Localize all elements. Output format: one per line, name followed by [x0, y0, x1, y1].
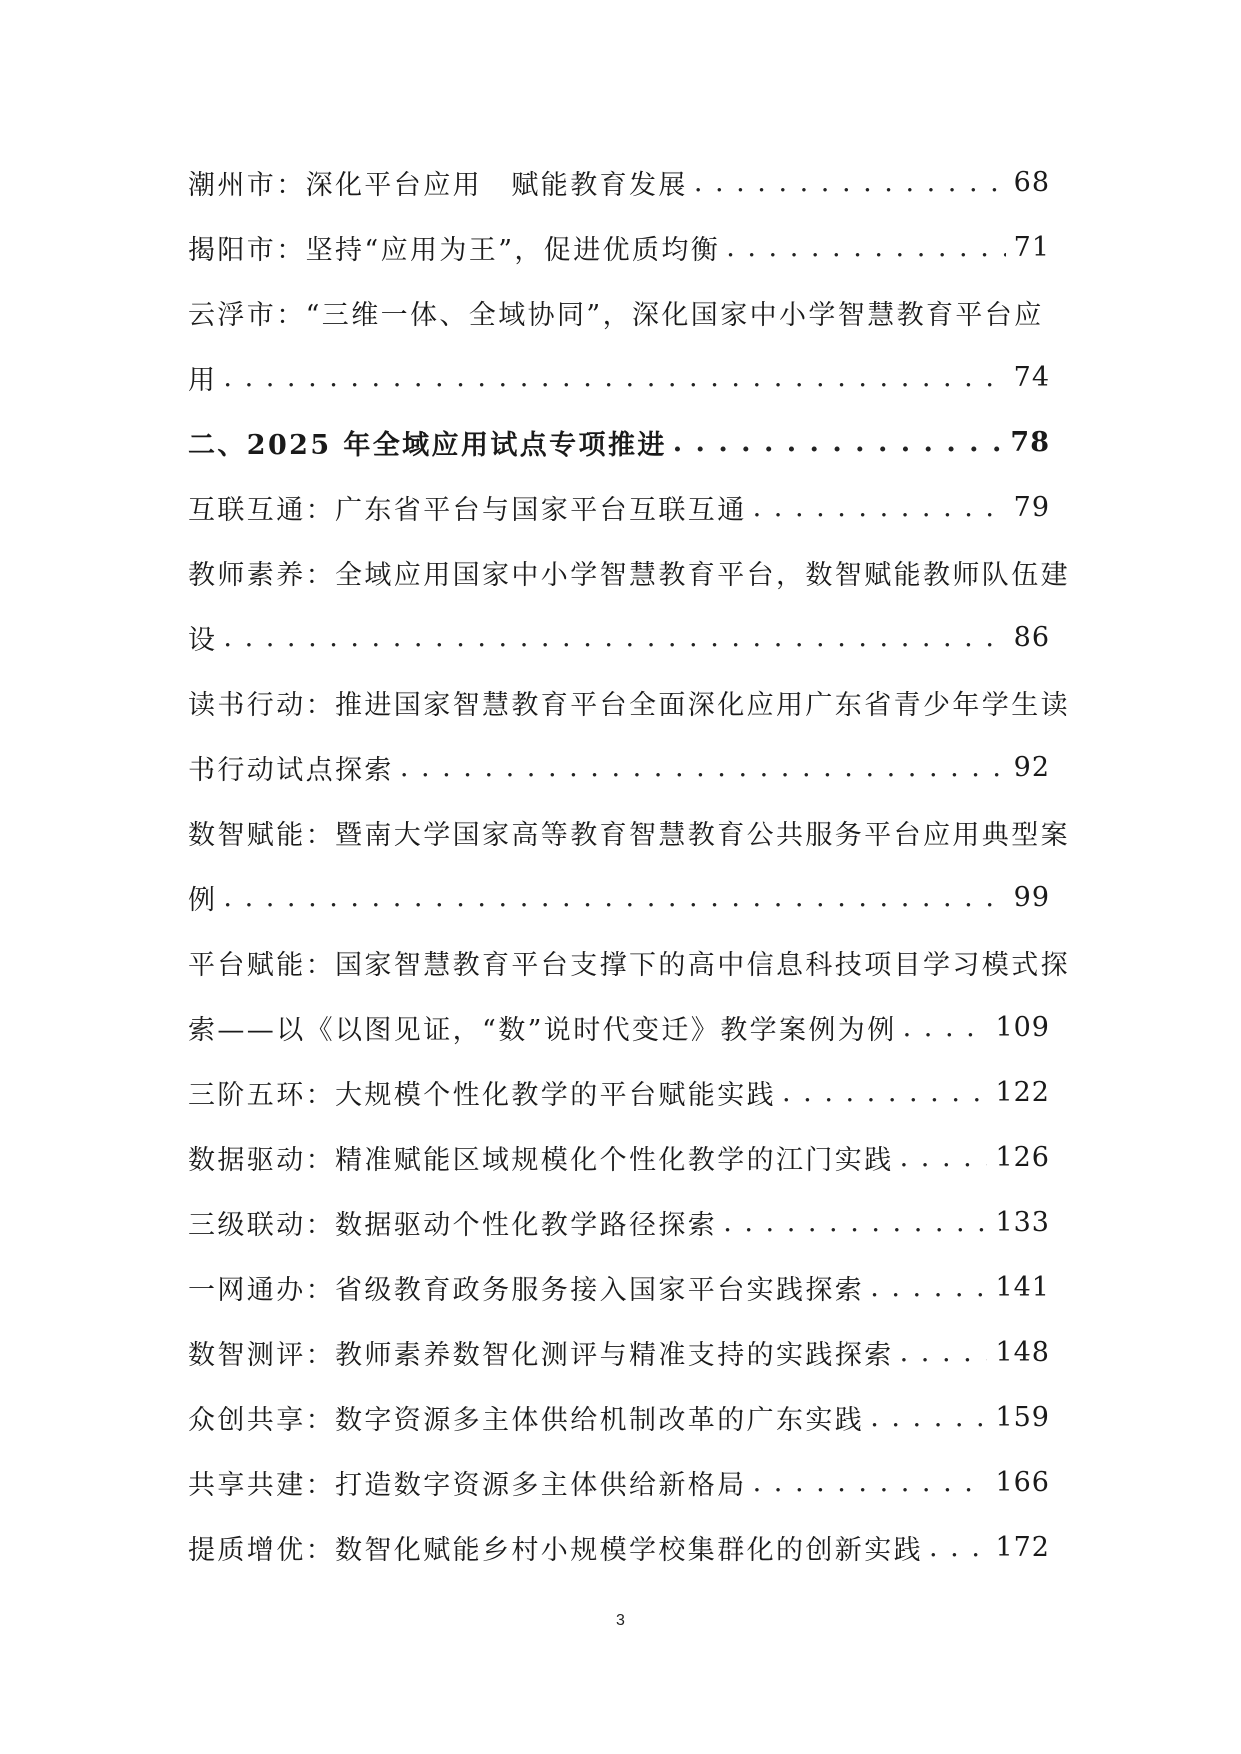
- toc-entry-title: 平台赋能：国家智慧教育平台支撑下的高中信息科技项目学习模式探: [188, 950, 1070, 981]
- dot-leader: [726, 232, 1005, 263]
- dot-leader: [903, 1012, 988, 1043]
- toc-entry-page: 172: [995, 1532, 1050, 1563]
- toc-entry-assessment: [188, 1320, 1050, 1385]
- toc-entry-page: 86: [1013, 622, 1050, 653]
- dot-leader: [673, 427, 1003, 458]
- toc-entry-title: 数智赋能：暨南大学国家高等教育智慧教育公共服务平台应用典型案: [188, 820, 1070, 851]
- toc-entry-title: 共享共建：打造数字资源多主体供给新格局: [188, 1470, 747, 1501]
- toc-section-heading: [188, 410, 1050, 475]
- toc-entry-page: 78: [1010, 427, 1050, 458]
- toc-entry-title: 三级联动：数据驱动个性化教学路径探索: [188, 1210, 718, 1241]
- dot-leader: [753, 1467, 988, 1498]
- toc-entry-title: 互联互通：广东省平台与国家平台互联互通: [188, 495, 747, 526]
- toc-entry-title: 教师素养：全域应用国家中小学智慧教育平台，数智赋能教师队伍建: [188, 560, 1070, 591]
- toc-entry-page: 71: [1013, 232, 1050, 263]
- toc-entry-jinan-line1: [188, 800, 1070, 865]
- toc-entry-title: 潮州市：深化平台应用 赋能教育发展: [188, 170, 688, 201]
- toc-entry-title: 索——以《以图见证，“数”说时代变迁》教学案例为例: [188, 1015, 897, 1046]
- toc-entry-page: 79: [1013, 492, 1050, 523]
- toc-entry-three-level: [188, 1190, 1050, 1255]
- toc-entry-title: 书行动试点探索: [188, 755, 394, 786]
- toc-entry-title: 例: [188, 885, 218, 916]
- dot-leader: [782, 1077, 987, 1108]
- toc-entry-reading-line2: [188, 735, 1050, 800]
- toc-entry-co-creation: [188, 1385, 1050, 1450]
- toc-entry-page: 141: [995, 1272, 1050, 1303]
- toc-entry-reading-line1: [188, 670, 1070, 735]
- dot-leader: [223, 622, 1005, 653]
- toc-entry-title: 用: [188, 365, 218, 396]
- toc-entry-page: 166: [995, 1467, 1050, 1498]
- toc-entry-title: 揭阳市：坚持“应用为王”，促进优质均衡: [188, 235, 721, 266]
- toc-section-title: 二、2025 年全域应用试点专项推进: [188, 430, 667, 461]
- toc-entry-page: 92: [1013, 752, 1050, 783]
- toc-entry-page: 109: [995, 1012, 1050, 1043]
- toc-entry-title: 数据驱动：精准赋能区域规模化个性化教学的江门实践: [188, 1145, 894, 1176]
- toc-entry-platform-line1: [188, 930, 1070, 995]
- dot-leader: [870, 1402, 987, 1433]
- toc-entry-platform-line2: [188, 995, 1050, 1060]
- toc-entry-title: 众创共享：数字资源多主体供给机制改革的广东实践: [188, 1405, 865, 1436]
- toc-entry-title: 三阶五环：大规模个性化教学的平台赋能实践: [188, 1080, 776, 1111]
- toc-entry-one-network: [188, 1255, 1050, 1320]
- toc-entry-page: 148: [995, 1337, 1050, 1368]
- toc-entry-page: 68: [1013, 167, 1050, 198]
- toc-entry-title: 设: [188, 625, 218, 656]
- dot-leader: [900, 1142, 988, 1173]
- toc-entry-chaozhou: [188, 150, 1050, 215]
- toc-entry-page: 74: [1013, 362, 1050, 393]
- dot-leader: [753, 492, 1006, 523]
- toc-entry-yunfu-line1: [188, 280, 1050, 345]
- toc-entry-jinan-line2: [188, 865, 1050, 930]
- dot-leader: [223, 882, 1005, 913]
- page-number: 3: [616, 1612, 625, 1629]
- toc-entry-page: 122: [995, 1077, 1050, 1108]
- toc-entry-interconnect: [188, 475, 1050, 540]
- toc-entry-page: 133: [995, 1207, 1050, 1238]
- dot-leader: [929, 1532, 987, 1563]
- toc-entry-page: 159: [995, 1402, 1050, 1433]
- table-of-contents: [188, 150, 1070, 1580]
- toc-entry-co-building: [188, 1450, 1050, 1515]
- toc-entry-teacher-line1: [188, 540, 1070, 605]
- toc-entry-page: 126: [995, 1142, 1050, 1173]
- dot-leader: [400, 752, 1006, 783]
- dot-leader: [900, 1337, 988, 1368]
- toc-entry-quality: [188, 1515, 1050, 1580]
- toc-entry-title: 云浮市：“三维一体、全域协同”，深化国家中小学智慧教育平台应: [188, 300, 1044, 331]
- dot-leader: [694, 167, 1006, 198]
- toc-entry-title: 提质增优：数智化赋能乡村小规模学校集群化的创新实践: [188, 1535, 923, 1566]
- toc-entry-page: 99: [1013, 882, 1050, 913]
- toc-entry-three-stage: [188, 1060, 1050, 1125]
- toc-entry-title: 一网通办：省级教育政务服务接入国家平台实践探索: [188, 1275, 865, 1306]
- dot-leader: [723, 1207, 987, 1238]
- dot-leader: [223, 362, 1005, 393]
- toc-entry-title: 读书行动：推进国家智慧教育平台全面深化应用广东省青少年学生读: [188, 690, 1070, 721]
- toc-entry-data-driven: [188, 1125, 1050, 1190]
- dot-leader: [870, 1272, 987, 1303]
- toc-entry-yunfu-line2: [188, 345, 1050, 410]
- toc-entry-jieyang: [188, 215, 1050, 280]
- toc-entry-title: 数智测评：教师素养数智化测评与精准支持的实践探索: [188, 1340, 894, 1371]
- toc-entry-teacher-line2: [188, 605, 1050, 670]
